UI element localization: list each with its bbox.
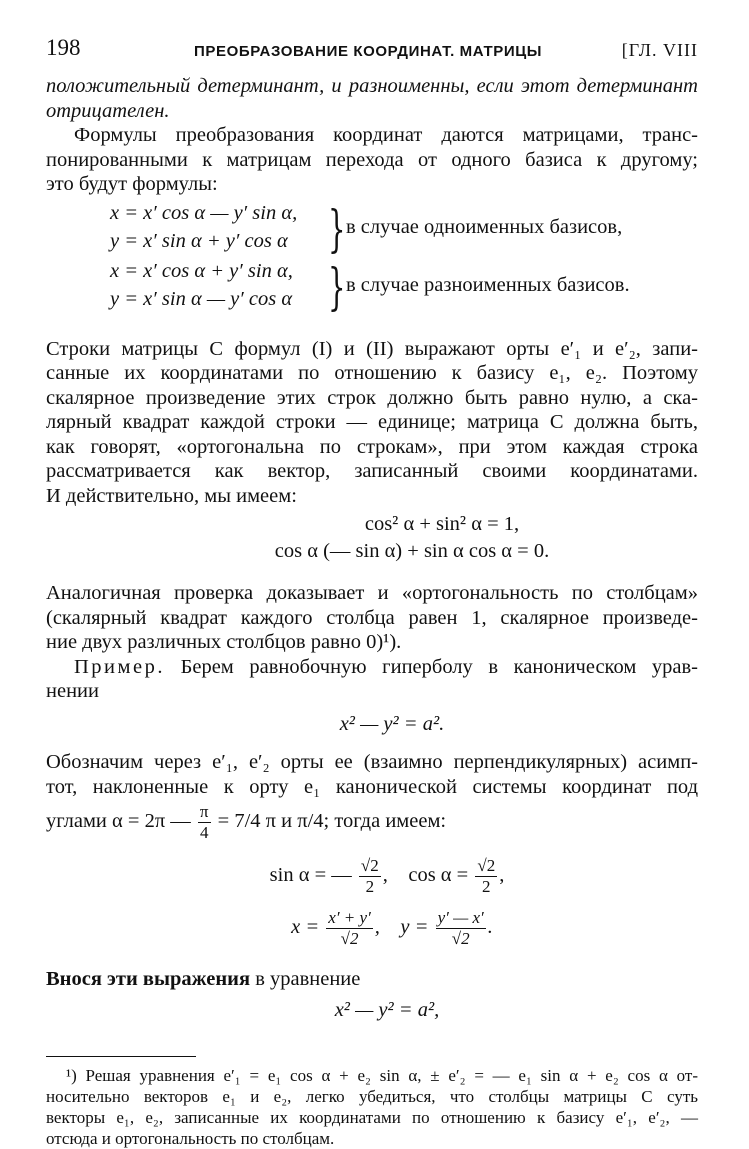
formula-line: x = x′ cos α + y′ sin α, bbox=[110, 259, 293, 282]
page-number: 198 bbox=[46, 35, 81, 60]
angle-rest: = 7/4 π и π/4; тогда имеем: bbox=[217, 810, 447, 832]
angle-text: углами α = 2π — bbox=[46, 810, 191, 832]
fraction: $\frac{\pi}{4}$ bbox=[199, 801, 209, 842]
formula-line: y = x′ sin α — y′ cos α bbox=[110, 287, 293, 310]
chapter-label: [ГЛ. VIII bbox=[621, 40, 698, 60]
footnote-line: ¹) Решая уравнения e′₁ = e₁ cos α + e₂ sin α, ± e′₂ = — e₁ sin α + e₂ cos α от- bbox=[66, 1066, 698, 1085]
running-title: ПРЕОБРАЗОВАНИЕ КООРДИНАТ. МАТРИЦЫ bbox=[194, 43, 543, 60]
running-header bbox=[46, 30, 698, 74]
formula-line: x = x′ cos α — y′ sin α, bbox=[110, 201, 298, 224]
equation: cos² α + sin² α = 1, bbox=[364, 513, 520, 535]
footnote-rule bbox=[46, 1056, 196, 1057]
text-line: санные их координатами по отношению к базису e₁, e₂. Поэтому bbox=[46, 362, 698, 384]
paragraph-5 bbox=[46, 750, 698, 843]
text: в уравнение bbox=[255, 968, 361, 990]
footnote-line: носительно векторов e₁ и e₂, легко убедиться, что столбцы матрицы C суть bbox=[46, 1087, 698, 1106]
text-line: Строки матрицы C формул (I) и (II) выражают орты e′₁ и e′₂, запи- bbox=[46, 337, 698, 360]
footnote-line: векторы e₁, e₂, записанные их координатами по отношению к базису e′₁, e′₂, — bbox=[46, 1108, 698, 1127]
case-label: в случае одноименных базисов, bbox=[346, 215, 623, 238]
text-line: как говорят, «ортогональна по строкам», при этом каждая строка bbox=[46, 435, 698, 458]
text-line: это будут формулы: bbox=[46, 173, 218, 195]
example-paragraph bbox=[46, 655, 698, 704]
example-text: Берем равнобочную гиперболу в каноническом урав- bbox=[180, 655, 698, 678]
text-line: понированными к матрицам перехода от одного базиса к другому; bbox=[46, 148, 698, 171]
text-line: ние двух различных столбцов равно 0)¹). bbox=[46, 631, 402, 653]
xy-equations: x = $\frac{x' + y'}{√2}$ , y = $\frac{y' — x'}{√2}$ . bbox=[291, 907, 493, 948]
fraction: $\frac{√2}{2}$ bbox=[360, 855, 379, 896]
text-line: (скалярный квадрат каждого столбца равен 1, скалярное произведе- bbox=[46, 606, 698, 629]
text-line: рассматривается как вектор, записанный своими координатами. bbox=[46, 460, 698, 482]
x-lhs: x = bbox=[291, 916, 320, 938]
bold-text: Внося эти выражения bbox=[46, 968, 251, 990]
paragraph-4 bbox=[46, 581, 698, 655]
text-line: И действительно, мы имеем: bbox=[46, 484, 297, 507]
fraction: $\frac{y' — x'}{√2}$ bbox=[437, 907, 484, 948]
fraction: $\frac{x' + y'}{√2}$ bbox=[328, 907, 371, 948]
book-page bbox=[46, 30, 698, 1149]
footnote bbox=[46, 1065, 698, 1149]
equation: x² — y² = a², bbox=[334, 998, 440, 1021]
fraction: $\frac{√2}{2}$ bbox=[477, 855, 496, 896]
text-line: положительный детерминант, и разноименны, если этот детерминант bbox=[46, 75, 698, 97]
paragraph-2 bbox=[46, 123, 698, 197]
formula-line: y = x′ sin α + y′ cos α bbox=[110, 229, 288, 252]
text-line: тот, наклоненные к орту e₁ канонической системы координат под bbox=[46, 775, 698, 798]
y-lhs: y = bbox=[400, 916, 429, 938]
sin-cos-equations: sin α = — $\frac{√2}{2}$ , cos α = $\frac{√2}{2}$ , bbox=[269, 855, 505, 896]
text-line: скалярное произведение этих строк должно быть равно нулю, а ска- bbox=[46, 386, 698, 409]
case-label: в случае разноименных базисов. bbox=[346, 273, 630, 296]
brace-icon: } bbox=[328, 199, 346, 258]
orthogonality-equations bbox=[46, 512, 698, 563]
example-label: Пример. bbox=[74, 655, 165, 678]
sin-lhs: sin α = — bbox=[269, 864, 352, 886]
text-line: Обозначим через e′₁, e′₂ орты ее (взаимно перпендикулярных) асимп- bbox=[46, 751, 698, 773]
paragraph-1 bbox=[46, 74, 698, 123]
text-line: Формулы преобразования координат даются матрицами, транс- bbox=[74, 124, 698, 146]
text-line: нении bbox=[46, 680, 99, 702]
angle-line bbox=[46, 799, 698, 843]
paragraph-3 bbox=[46, 337, 698, 509]
footnote-line: отсюда и ортогональность по столбцам. bbox=[46, 1129, 335, 1148]
text-line: Аналогичная проверка доказывает и «ортогональность по столбцам» bbox=[46, 582, 698, 604]
paragraph-6 bbox=[46, 967, 698, 992]
text-line: отрицателен. bbox=[46, 99, 170, 122]
hyperbola-equation: x² — y² = a². bbox=[339, 712, 445, 735]
brace-icon: } bbox=[328, 257, 346, 316]
text-line: лярный квадрат каждой строки — единице; матрица C должна быть, bbox=[46, 411, 698, 433]
equation: cos α (— sin α) + sin α cos α = 0. bbox=[274, 539, 550, 562]
text-line bbox=[46, 655, 698, 680]
cos-lhs: cos α = bbox=[408, 864, 469, 886]
transform-formulas bbox=[46, 201, 698, 321]
